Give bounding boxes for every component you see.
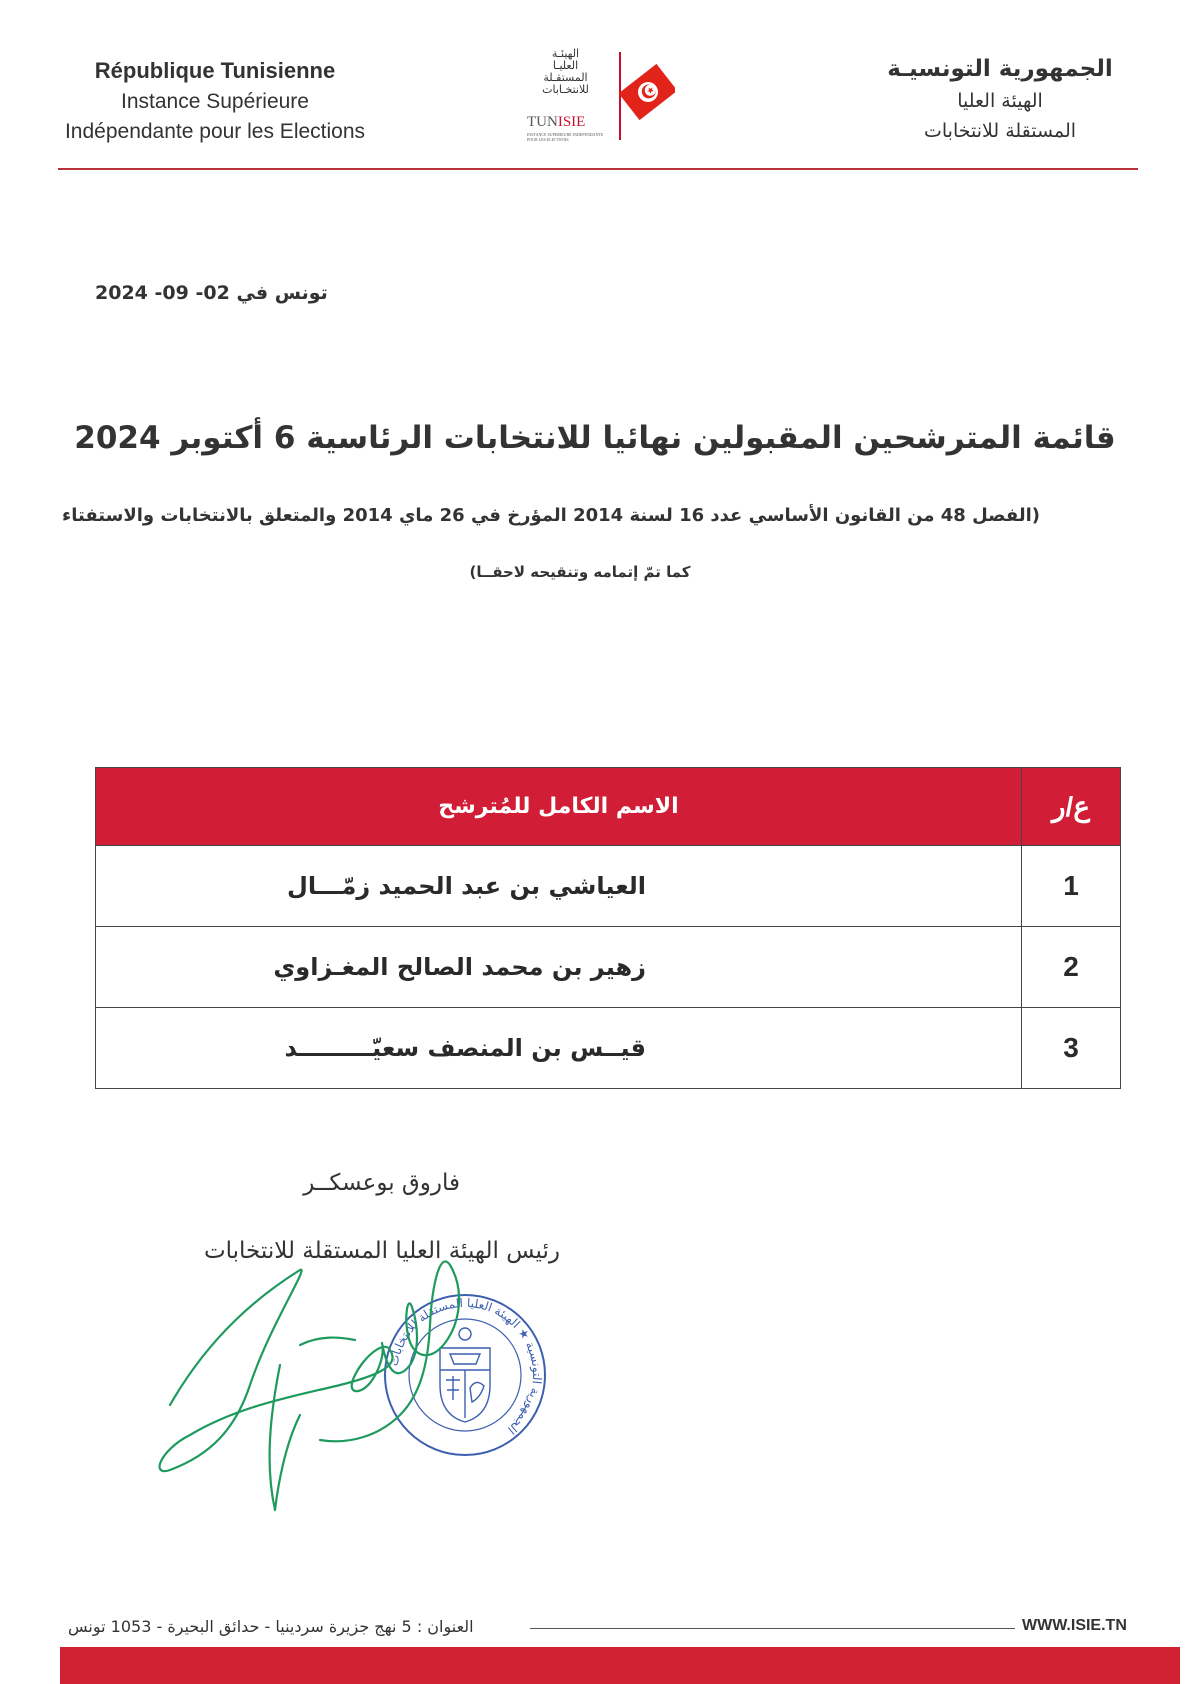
table-row bbox=[96, 1008, 1121, 1089]
logo-subtitle: INSTANCE SUPERIEURE INDEPENDANTE POUR LES ELECTIONS bbox=[527, 132, 604, 142]
footer-band bbox=[60, 1647, 1180, 1684]
column-header-name: الاسم الكامل للمُترشح bbox=[96, 768, 1022, 846]
document-date: تونس في 02- 09- 2024 bbox=[95, 282, 328, 304]
document-title: قائمة المترشحين المقبولين نهائيا للانتخابات الرئاسية 6 أكتوبر 2024 bbox=[74, 420, 1116, 456]
footer-divider bbox=[530, 1628, 1015, 1629]
signatory-title: رئيس الهيئة العليا المستقلة للانتخابات bbox=[203, 1238, 560, 1264]
seal-text-path: الجمهورية التونسية ★ الهيئة العليا المستقلة للانتخابات bbox=[386, 1295, 545, 1438]
candidate-name: زهير بن محمد الصالح المغـزاوي bbox=[96, 927, 1022, 1008]
logo-ar-line: المستقـلة bbox=[543, 71, 588, 84]
row-number: 3 bbox=[1022, 1008, 1121, 1089]
header-french bbox=[55, 55, 375, 147]
header-arabic bbox=[870, 52, 1130, 146]
header-fr-line2: Instance Supérieure bbox=[121, 90, 309, 113]
row-number: 2 bbox=[1022, 927, 1121, 1008]
isie-logo-icon bbox=[525, 48, 675, 153]
handwritten-signature-icon bbox=[150, 1245, 480, 1515]
logo-ar-line: الهيئـة bbox=[551, 47, 580, 60]
logo-wordmark-suffix: ISIE bbox=[557, 114, 586, 130]
footer-address: العنوان : 5 نهج جزيرة سردينيا - حدائق البحيرة - 1053 تونس bbox=[68, 1617, 474, 1636]
candidates-table bbox=[95, 767, 1121, 1089]
logo-wordmark-prefix: TUN bbox=[527, 114, 558, 130]
logo-ar-line: العليـا bbox=[552, 59, 579, 72]
table-row bbox=[96, 846, 1121, 927]
row-number: 1 bbox=[1022, 846, 1121, 927]
tunisia-flag-icon bbox=[619, 64, 675, 120]
candidate-name: العياشي بن عبد الحميد زمّـــال bbox=[96, 846, 1022, 927]
candidate-name: قيــس بن المنصف سعيّـــــــــد bbox=[96, 1008, 1022, 1089]
signatory-name: فاروق بوعسكــر bbox=[303, 1170, 460, 1196]
legal-reference-continued: كما تمّ إتمامه وتنقيحه لاحقــا) bbox=[469, 563, 691, 581]
column-header-number: ع/ر bbox=[1022, 768, 1121, 846]
header-fr-line3: Indépendante pour les Elections bbox=[64, 120, 366, 143]
header-ar-line3: المستقلة للانتخابات bbox=[923, 120, 1077, 142]
header-fr-line1: République Tunisienne bbox=[94, 58, 336, 83]
logo-ar-line: للانتخـابات bbox=[542, 83, 589, 96]
header-ar-line2: الهيئة العليا bbox=[957, 90, 1043, 112]
header-divider bbox=[58, 168, 1138, 170]
footer-website-link[interactable]: WWW.ISIE.TN bbox=[1022, 1617, 1127, 1634]
table-header-row bbox=[96, 768, 1121, 846]
table-row bbox=[96, 927, 1121, 1008]
legal-reference: (الفصل 48 من القانون الأساسي عدد 16 لسنة 2014 المؤرخ في 26 ماي 2014 والمتعلق بالانتخابات والاستفتاء bbox=[62, 505, 1040, 526]
header-ar-line1: الجمهورية التونسيـة bbox=[887, 56, 1113, 82]
